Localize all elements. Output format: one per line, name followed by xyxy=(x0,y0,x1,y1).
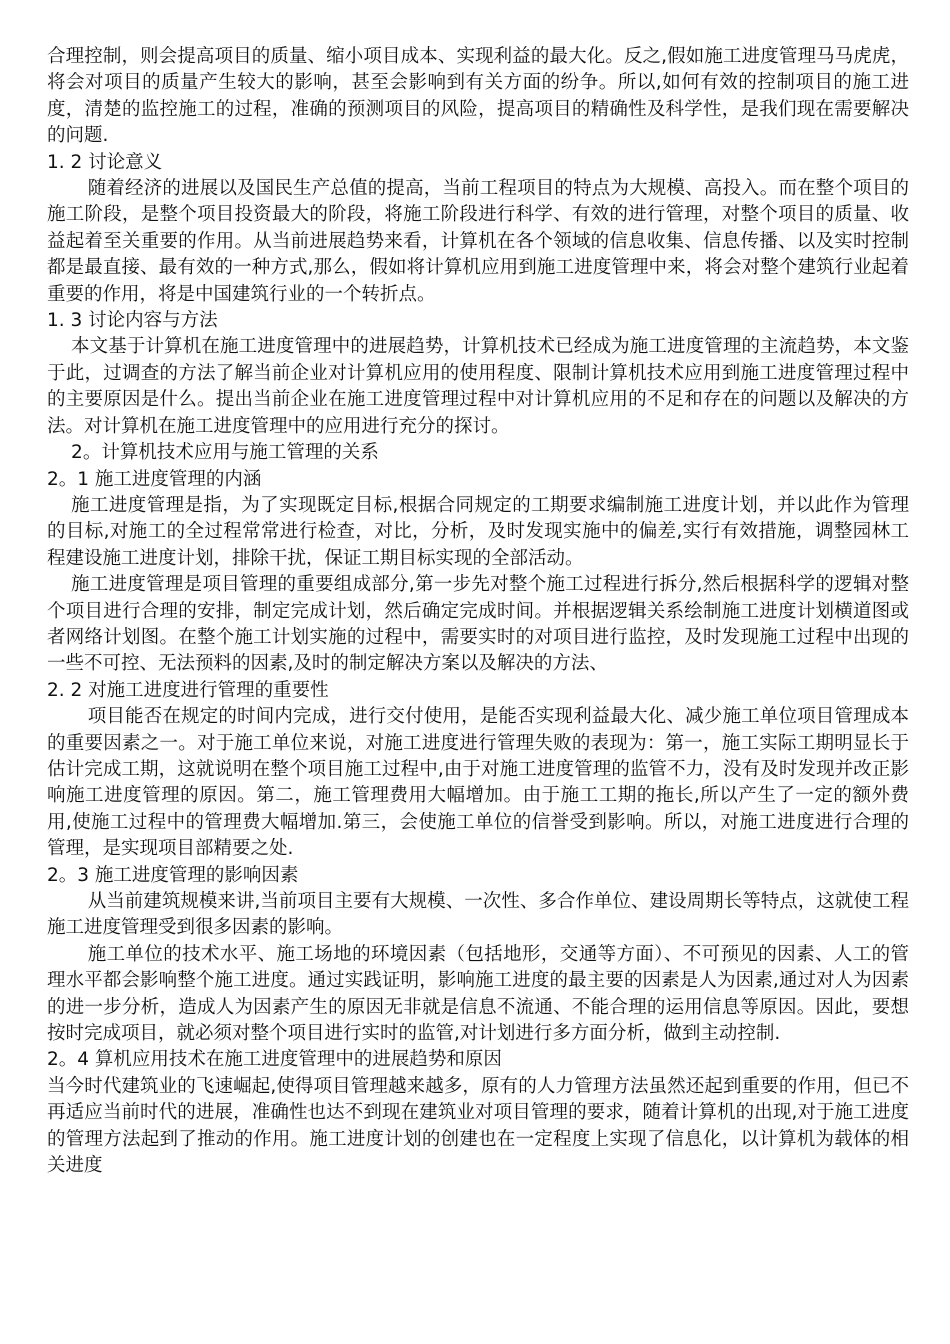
section-heading-1-2: 1. 2 讨论意义 xyxy=(47,151,163,173)
document-page xyxy=(47,44,909,1179)
paragraph-components: 施工进度管理是项目管理的重要组成部分,第一步先对整个施工过程进行拆分,然后根据科学的逻辑对整个项目进行合理的安排，制定完成计划，然后确定完成时间。并根据逻辑关系绘制施工进度计划横道图或者网络计划图。在整个施工计划实施的过程中，需要实时的对项目进行监控，及时发现施工过程中出现的一些不可控、无法预料的因素,及时的制定解决方案以及解决的方法、 xyxy=(47,574,909,675)
paragraph-content-and-methods: 本文基于计算机在施工进度管理中的进展趋势，计算机技术已经成为施工进度管理的主流趋势，本文鉴于此，过调查的方法了解当前企业对计算机应用的使用程度、限制计算机技术应用到施工进度管理过程中的主要原因是什么。提出当前企业在施工进度管理过程中对计算机应用的不足和存在的问题以及解决的方法。对计算机在施工进度管理中的应用进行充分的探讨。 xyxy=(47,336,909,437)
paragraph-influencing-factors: 施工单位的技术水平、施工场地的环境因素（包括地形，交通等方面）、不可预见的因素、人工的管理水平都会影响整个施工进度。通过实践证明，影响施工进度的最主要的因素是人为因素,通过对人为因素的进一步分析，造成人为因素产生的原因无非就是信息不流通、不能合理的运用信息等原因。因此，要想按时完成项目，就必须对整个项目进行实时的监管,对计划进行多方面分析，做到主动控制. xyxy=(47,943,909,1045)
paragraph-intro-continued: 合理控制，则会提高项目的质量、缩小项目成本、实现利益的最大化。反之,假如施工进度管理马马虎虎，将会对项目的质量产生较大的影响，甚至会影响到有关方面的纷争。所以,如何有效的控制项目的施工进度，清楚的监控施工的过程，准确的预测项目的风险，提高项目的精确性及科学性，是我们现在需要解决的问题. xyxy=(47,46,909,147)
paragraph-trends: 当今时代建筑业的飞速崛起,使得项目管理越来越多，原有的人力管理方法虽然还起到重要的作用，但已不再适应当前时代的进展，准确性也达不到现在建筑业对项目管理的要求，随着计算机的出现,对于施工进度的管理方法起到了推动的作用。施工进度计划的创建也在一定程度上实现了信息化，以计算机为载体的相关进度 xyxy=(47,1075,909,1177)
paragraph-importance: 项目能否在规定的时间内完成，进行交付使用，是能否实现利益最大化、减少施工单位项目管理成本的重要因素之一。对于施工单位来说，对施工进度进行管理失败的表现为：第一，施工实际工期明显长于估计完成工期，这就说明在整个项目施工过程中,由于对施工进度管理的监管不力，没有及时发现并改正影响施工进度管理的原因。第二，施工管理费用大幅增加。由于施工工期的拖长,所以产生了一定的额外费用,使施工过程中的管理费大幅增加.第三，会使施工单位的信誉受到影响。所以，对施工进度进行合理的管理，是实现项目部精要之处. xyxy=(47,706,909,860)
paragraph-definition: 施工进度管理是指，为了实现既定目标,根据合同规定的工期要求编制施工进度计划，并以此作为管理的目标,对施工的全过程常常进行检查，对比，分析，及时发现实施中的偏差,实行有效措施，调整园林工程建设施工进度计划，排除干扰，保证工期目标实现的全部活动。 xyxy=(47,494,909,569)
chapter-heading-2: 2。计算机技术应用与施工管理的关系 xyxy=(71,442,379,464)
section-heading-2-4: 2。4 算机应用技术在施工进度管理中的进展趋势和原因 xyxy=(47,1049,502,1071)
section-heading-2-3: 2。3 施工进度管理的影响因素 xyxy=(47,864,299,886)
section-heading-1-3: 1. 3 讨论内容与方法 xyxy=(47,310,218,332)
paragraph-scale-factors: 从当前建筑规模来讲,当前项目主要有大规模、一次性、多合作单位、建设周期长等特点，这就使工程施工进度管理受到很多因素的影响。 xyxy=(47,891,909,939)
paragraph-discussion-significance: 随着经济的进展以及国民生产总值的提高，当前工程项目的特点为大规模、高投入。而在整个项目的施工阶段，是整个项目投资最大的阶段，将施工阶段进行科学、有效的进行管理，对整个项目的质量、收益起着至关重要的作用。从当前进展趋势来看，计算机在各个领域的信息收集、信息传播、以及实时控制都是最直接、最有效的一种方式,那么，假如将计算机应用到施工进度管理中来，将会对整个建筑行业起着重要的作用，将是中国建筑行业的一个转折点。 xyxy=(47,178,909,305)
section-heading-2-1: 2。1 施工进度管理的内涵 xyxy=(47,468,262,490)
section-heading-2-2: 2. 2 对施工进度进行管理的重要性 xyxy=(47,679,329,701)
